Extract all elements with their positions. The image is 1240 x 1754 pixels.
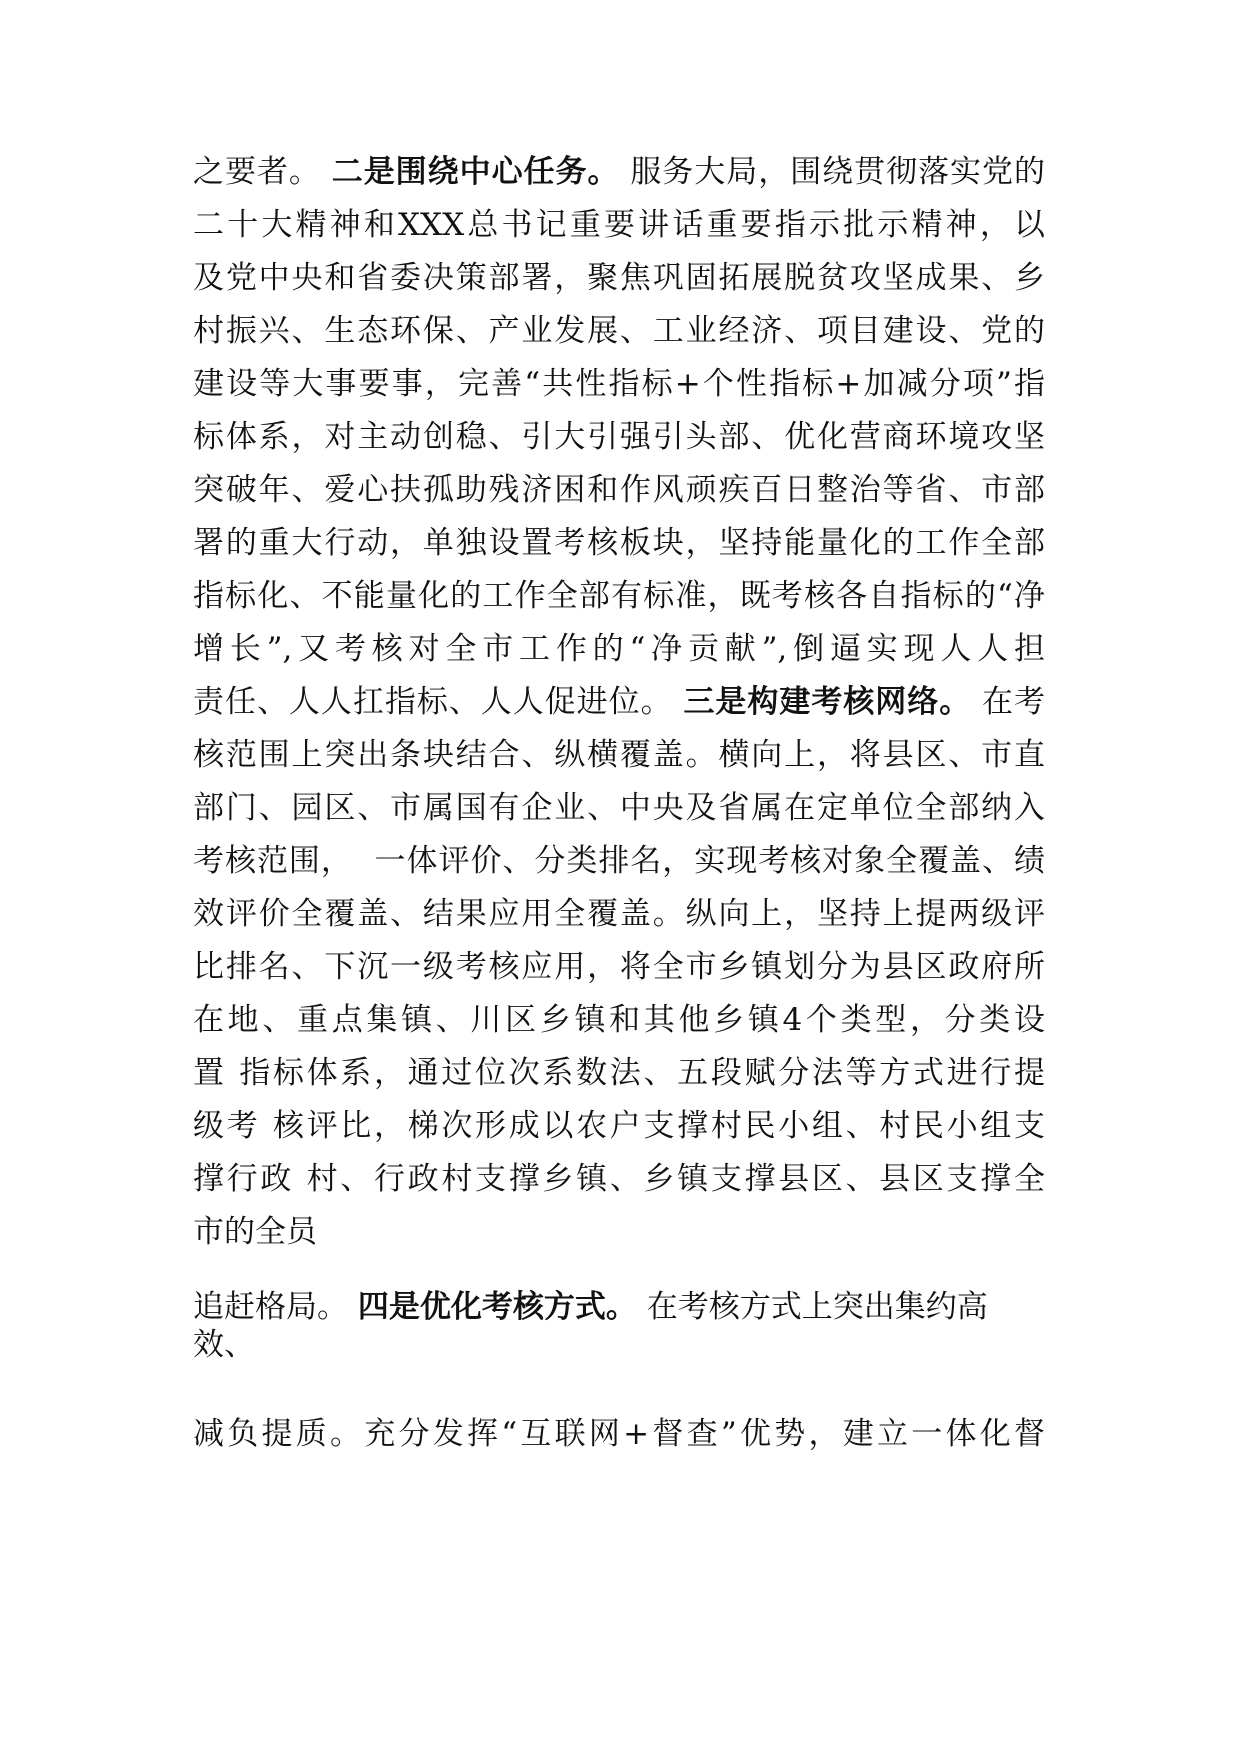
text-segment: 部门、园区、市属国有企业、中央及省属在定单位全部纳入 [193,790,1045,826]
text-line [193,841,1045,881]
text-segment: 在考 [971,684,1046,720]
text-segment: 服务大局，围绕贯彻落实党的 [619,154,1046,190]
text-line [193,894,1045,934]
text-segment: 标体系，对主动创稳、引大引强引头部、优化营商环境攻坚 [193,419,1045,455]
text-line [193,629,1045,669]
text-line [193,364,1045,404]
text-line [193,947,1045,987]
text-segment: 之要者。 [193,154,332,190]
text-segment: 级考 核评比，梯次形成以农户支撑村民小组、村民小组支 [193,1108,1045,1144]
text-segment: 市的全员 [193,1214,317,1250]
text-segment: 效评价全覆盖、结果应用全覆盖。纵向上，坚持上提两级评 [193,896,1045,932]
text-segment: 指标化、不能量化的工作全部有标准，既考核各自指标的“净 [193,578,1045,614]
text-line [193,1287,988,1327]
text-line [193,735,1045,775]
text-segment: 在考核方式上突出集约高 [636,1289,988,1325]
text-line [193,311,1045,351]
text-line [193,1212,317,1252]
text-segment: 考核范围， 一体评价、分类排名，实现考核对象全覆盖、绩 [193,843,1045,879]
text-line [193,1414,1045,1454]
text-line [193,523,1045,563]
text-line [193,1000,1045,1040]
text-line [193,1106,1045,1146]
text-line [193,576,1045,616]
text-line [193,1159,1045,1199]
text-line [193,152,1045,192]
bold-heading-text: 四是优化考核方式。 [357,1289,637,1325]
text-line [193,788,1045,828]
text-segment: 突破年、爱心扶孤助残济困和作风顽疾百日整治等省、市部 [193,472,1045,508]
text-segment: 责任、人人扛指标、人人促进位。 [193,684,684,720]
text-line [193,417,1045,457]
text-segment: 追赶格局。 [193,1289,358,1325]
text-segment: 建设等大事要事，完善“共性指标+个性指标+加减分项”指 [193,366,1045,402]
bold-heading-text: 二是围绕中心任务。 [331,154,620,190]
text-segment: 署的重大行动，单独设置考核板块，坚持能量化的工作全部 [193,525,1045,561]
text-segment: 撑行政 村、行政村支撑乡镇、乡镇支撑县区、县区支撑全 [193,1161,1045,1197]
text-segment: 村振兴、生态环保、产业发展、工业经济、项目建设、党的 [193,313,1045,349]
text-segment: 置 指标体系，通过位次系数法、五段赋分法等方式进行提 [193,1055,1045,1091]
text-segment: 效、 [193,1327,255,1363]
text-line [193,205,1045,245]
text-segment: 核范围上突出条块结合、纵横覆盖。横向上，将县区、市直 [193,737,1045,773]
text-segment: 增长”,又考核对全市工作的“净贡献”,倒逼实现人人担 [193,631,1045,667]
bold-heading-text: 三是构建考核网络。 [683,684,972,720]
text-segment: 及党中央和省委决策部署，聚焦巩固拓展脱贫攻坚成果、乡 [193,260,1045,296]
text-line [193,470,1045,510]
text-line [193,1053,1045,1093]
text-segment: 比排名、下沉一级考核应用，将全市乡镇划分为县区政府所 [193,949,1045,985]
text-line [193,682,1045,722]
text-line [193,1325,255,1365]
text-segment: 减负提质。充分发挥“互联网+督查”优势，建立一体化督 [193,1416,1045,1452]
text-segment: 在地、重点集镇、川区乡镇和其他乡镇4个类型，分类设 [193,1002,1045,1038]
text-line [193,258,1045,298]
text-segment: 二十大精神和XXX总书记重要讲话重要指示批示精神，以 [193,207,1045,243]
